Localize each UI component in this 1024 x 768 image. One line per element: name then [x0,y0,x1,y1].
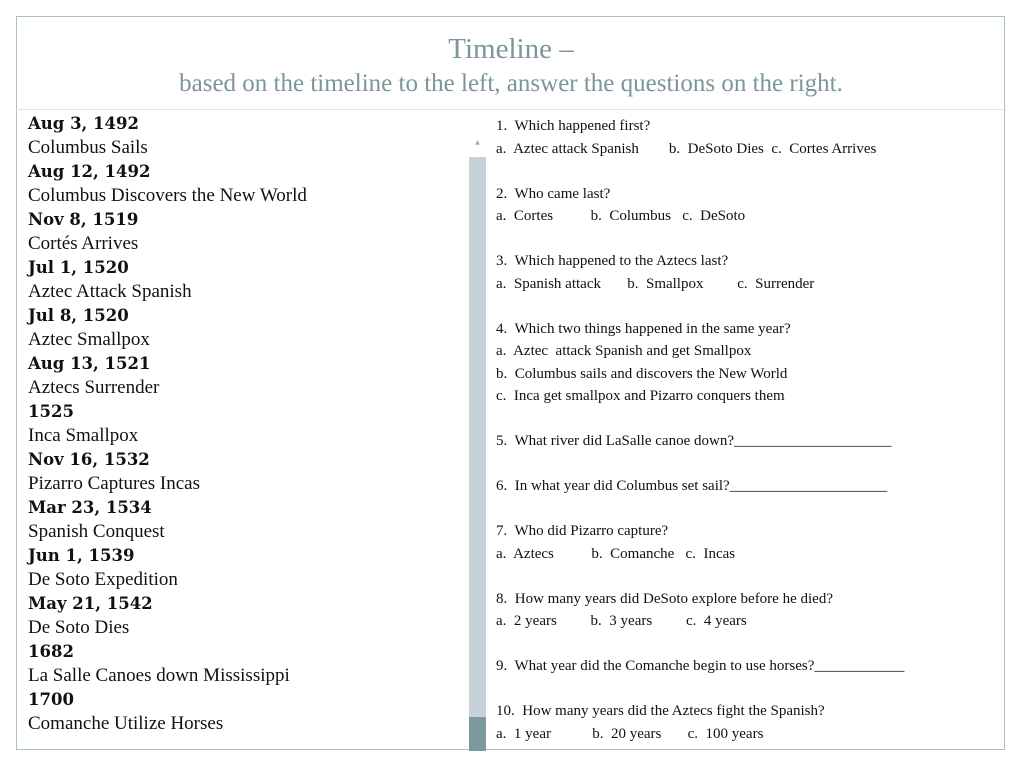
timeline-event: Columbus Discovers the New World [28,185,307,206]
question-block [496,115,996,183]
question-block [496,475,996,520]
question-text: 5. What river did LaSalle canoe down?_____________________ [496,433,892,449]
question-text: 10. How many years did the Aztecs fight the Spanish? [496,703,825,719]
timeline-event: De Soto Expedition [28,569,178,590]
timeline-date: Jul 8, 1520 [28,306,129,325]
timeline-date: Nov 8, 1519 [28,210,139,229]
timeline-event: Cortés Arrives [28,233,139,254]
timeline-date: Aug 13, 1521 [28,354,151,373]
question-text: 1. Which happened first? [496,118,651,134]
answer-options: a. Aztec attack Spanish and get Smallpox [496,343,752,359]
question-block [496,183,996,251]
answer-options: a. Spanish attack b. Smallpox c. Surrender [496,275,815,292]
timeline-event: Columbus Sails [28,137,148,158]
timeline-date: Jul 1, 1520 [28,258,129,277]
question-text: 6. In what year did Columbus set sail?_____________________ [496,478,888,494]
question-spacer [496,633,996,656]
timeline-event: Spanish Conquest [28,521,165,542]
question-block [496,250,996,318]
timeline-date: Aug 3, 1492 [28,114,139,133]
answer-options: b. Columbus sails and discovers the New World [496,365,788,382]
question-spacer [496,453,996,476]
title-subtitle: based on the timeline to the left, answer the questions on the right. [179,70,843,97]
question-text: 8. How many years did DeSoto explore before he died? [496,590,833,607]
question-text: 4. Which two things happened in the same year? [496,320,791,337]
timeline-date: 1682 [28,642,74,661]
question-spacer [496,408,996,431]
scroll-track[interactable] [469,157,486,717]
answer-options: a. Aztec attack Spanish b. DeSoto Dies c. Cortes Arrives [496,140,877,157]
timeline-date: May 21, 1542 [28,594,153,613]
scroll-up-arrow-icon[interactable]: ▲ [475,139,480,146]
question-block [496,430,996,475]
question-text: 2. Who came last? [496,185,611,202]
question-block [496,655,996,700]
timeline-event: De Soto Dies [28,617,130,638]
timeline-event: Aztec Attack Spanish [28,281,192,302]
question-spacer [496,565,996,588]
answer-options: a. Aztecs b. Comanche c. Incas [496,545,736,562]
scroll-thumb[interactable] [469,717,486,751]
timeline-event: Aztecs Surrender [28,377,160,398]
timeline-event: Inca Smallpox [28,425,139,446]
question-spacer [496,678,996,701]
question-block [496,520,996,588]
vertical-scrollbar[interactable] [469,112,486,751]
answer-options: a. Cortes b. Columbus c. DeSoto [496,208,746,224]
questions-list [496,115,996,745]
timeline-date: Mar 23, 1534 [28,498,152,517]
question-block [496,700,996,745]
timeline-date: Nov 16, 1532 [28,450,150,469]
timeline-event: Comanche Utilize Horses [28,713,224,734]
timeline-event: La Salle Canoes down Mississippi [28,665,290,686]
question-text: 7. Who did Pizarro capture? [496,523,669,539]
question-text: 3. Which happened to the Aztecs last? [496,253,729,269]
timeline-date: Aug 12, 1492 [28,162,151,181]
timeline-date: Jun 1, 1539 [28,546,135,565]
question-block [496,318,996,431]
question-block [496,588,996,656]
timeline-list [28,112,458,736]
slide-title [16,30,1006,100]
answer-options: a. 2 years b. 3 years c. 4 years [496,613,747,629]
timeline-date: 1525 [28,402,74,421]
title-divider [16,109,1006,110]
question-spacer [496,228,996,251]
answer-options: c. Inca get smallpox and Pizarro conquers them [496,388,785,404]
question-spacer [496,295,996,318]
question-text: 9. What year did the Comanche begin to use horses?____________ [496,658,905,674]
timeline-event: Pizarro Captures Incas [28,473,200,494]
timeline-date: 1700 [28,690,74,709]
answer-options: a. 1 year b. 20 years c. 100 years [496,725,764,742]
question-spacer [496,160,996,183]
question-spacer [496,498,996,521]
timeline-event: Aztec Smallpox [28,329,150,350]
title-main: Timeline – [448,33,574,65]
